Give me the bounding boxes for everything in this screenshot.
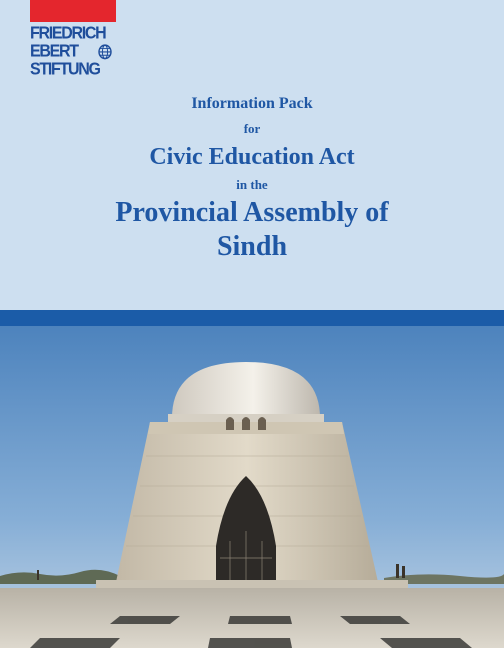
logo-line-1: FRIEDRICH bbox=[30, 23, 106, 43]
globe-icon bbox=[98, 44, 112, 60]
title-line-6: Sindh bbox=[216, 231, 288, 262]
title-panel bbox=[0, 0, 504, 310]
title-line-5: Provincial Assembly of bbox=[115, 197, 389, 228]
title-line-2: for bbox=[243, 121, 261, 136]
logo-line-2-text: EBERT bbox=[30, 41, 78, 61]
foundation-logo bbox=[30, 0, 118, 79]
divider-band bbox=[0, 310, 504, 326]
title-line-3: Civic Education Act bbox=[149, 144, 355, 170]
logo-line-2 bbox=[30, 43, 118, 61]
logo-line-3: STIFTUNG bbox=[30, 59, 100, 79]
document-title bbox=[0, 92, 504, 264]
logo-wordmark bbox=[30, 25, 118, 79]
logo-red-bar bbox=[30, 0, 116, 22]
mausoleum-photo bbox=[0, 326, 504, 648]
title-line-1: Information Pack bbox=[191, 95, 313, 112]
title-line-4: in the bbox=[236, 177, 268, 192]
